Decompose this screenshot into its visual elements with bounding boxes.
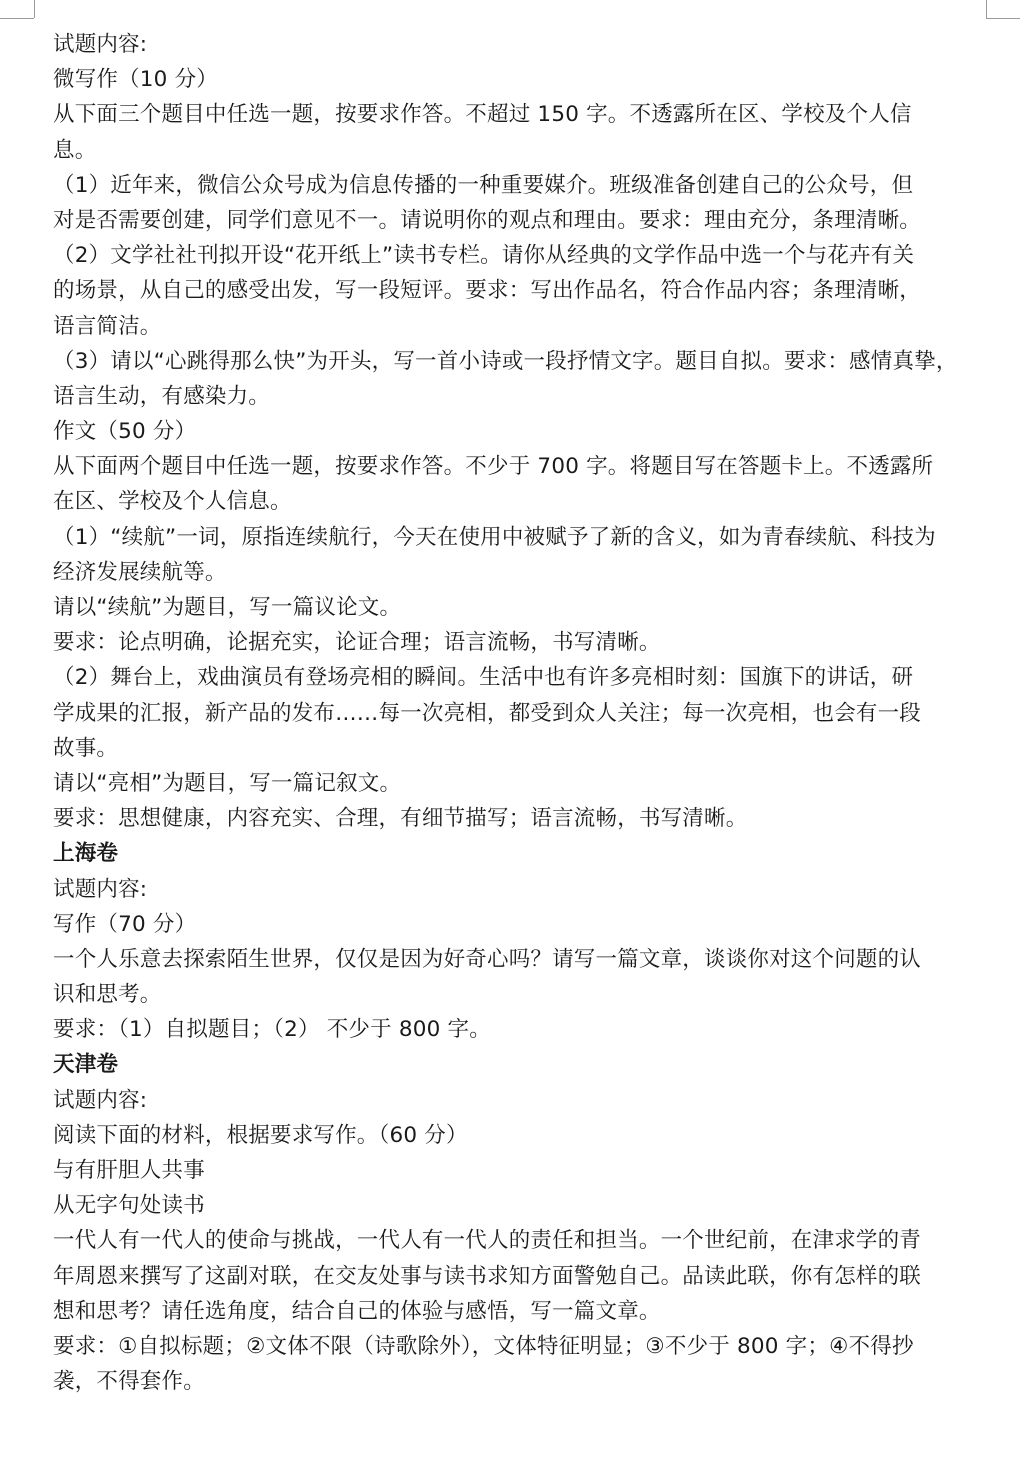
text-line: 一代人有一代人的使命与挑战，一代人有一代人的责任和担当。一个世纪前，在津求学的青 xyxy=(53,1228,922,1254)
text-line: 试题内容: xyxy=(53,876,148,902)
text-line: 阅读下面的材料，根据要求写作。（60 分） xyxy=(53,1122,468,1148)
text-line: 的场景，从自己的感受出发，写一段短评。要求：写出作品名，符合作品内容；条理清晰， xyxy=(53,278,922,304)
text-line: 请以“续航”为题目，写一篇议论文。 xyxy=(53,595,402,620)
text-line: 从下面三个题目中任选一题，按要求作答。不超过 150 字。不透露所在区、学校及个人信 xyxy=(53,102,912,128)
text-line: （1）“续航”一词，原指连续航行，今天在使用中被赋予了新的含义，如为青春续航、科技为 xyxy=(53,524,936,550)
text-line: 要求：思想健康，内容充实、合理，有细节描写；语言流畅，书写清晰。 xyxy=(53,806,748,832)
text-line: 要求：①自拟标题；②文体不限（诗歌除外），文体特征明显；③不少于 800 字；④不得抄 xyxy=(53,1333,914,1359)
document-body xyxy=(53,27,993,1399)
text-line: 要求：论点明确，论据充实，论证合理；语言流畅，书写清晰。 xyxy=(53,630,661,656)
section-heading: 上海卷 xyxy=(53,841,119,867)
text-line: 作文（50 分） xyxy=(53,419,197,445)
crop-mark-right-h xyxy=(986,18,1020,19)
text-line: 对是否需要创建，同学们意见不一。请说明你的观点和理由。要求：理由充分，条理清晰。 xyxy=(53,207,922,233)
text-line: 请以“亮相”为题目，写一篇记叙文。 xyxy=(53,770,402,796)
text-line: （2）文学社社刊拟开设“花开纸上”读书专栏。请你从经典的文学作品中选一个与花卉有关 xyxy=(53,243,915,269)
text-line: 从无字句处读书 xyxy=(53,1193,205,1219)
text-line: 想和思考？请任选角度，结合自己的体验与感悟，写一篇文章。 xyxy=(53,1298,661,1324)
text-line: 与有肝胆人共事 xyxy=(53,1158,205,1183)
text-line: 故事。 xyxy=(53,735,119,761)
text-line: 袭，不得套作。 xyxy=(53,1369,205,1395)
text-line: 语言生动，有感染力。 xyxy=(53,383,271,409)
text-line: 语言简洁。 xyxy=(53,313,162,339)
text-line: 写作（70 分） xyxy=(53,911,197,937)
text-line: 年周恩来撰写了这副对联，在交友处事与读书求知方面警勉自己。品读此联，你有怎样的联 xyxy=(53,1263,922,1289)
crop-mark-left-h xyxy=(0,18,34,19)
text-line: 息。 xyxy=(53,137,97,163)
crop-mark-left xyxy=(34,0,35,18)
text-line: 学成果的汇报，新产品的发布……每一次亮相，都受到众人关注；每一次亮相，也会有一段 xyxy=(53,700,922,726)
text-line: （3）请以“心跳得那么快”为开头，写一首小诗或一段抒情文字。题目自拟。要求：感情真挚， xyxy=(53,348,958,374)
section-heading: 天津卷 xyxy=(53,1052,119,1078)
text-line: 试题内容: xyxy=(53,32,148,57)
text-line: （1）近年来，微信公众号成为信息传播的一种重要媒介。班级准备创建自己的公众号，但 xyxy=(53,172,914,198)
text-line: 在区、学校及个人信息。 xyxy=(53,489,292,515)
text-line: 要求：（1）自拟题目；（2） 不少于 800 字。 xyxy=(53,1017,491,1043)
text-line: 一个人乐意去探索陌生世界，仅仅是因为好奇心吗？请写一篇文章，谈谈你对这个问题的认 xyxy=(53,946,922,972)
text-line: （2）舞台上，戏曲演员有登场亮相的瞬间。生活中也有许多亮相时刻：国旗下的讲话，研 xyxy=(53,665,914,691)
text-line: 从下面两个题目中任选一题，按要求作答。不少于 700 字。将题目写在答题卡上。不透露所 xyxy=(53,454,934,480)
crop-mark-right xyxy=(986,0,987,18)
text-line: 微写作（10 分） xyxy=(53,67,218,93)
text-line: 经济发展续航等。 xyxy=(53,559,227,585)
text-line: 试题内容: xyxy=(53,1087,148,1113)
text-line: 识和思考。 xyxy=(53,982,162,1008)
